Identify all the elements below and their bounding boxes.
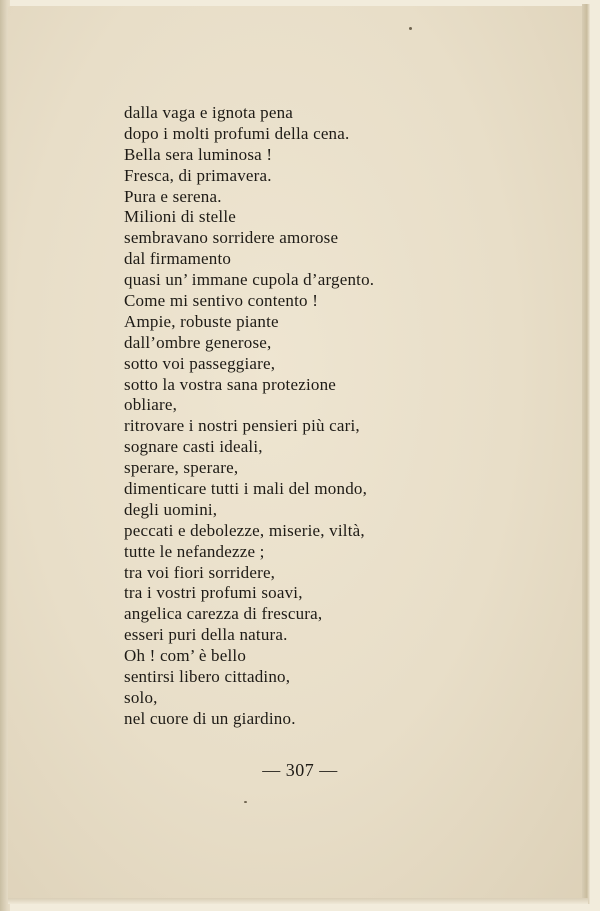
poem-line: dopo i molti profumi della cena. (124, 123, 350, 143)
poem-line: angelica carezza di frescura, (124, 604, 323, 624)
poem-line: ritrovare i nostri pensieri più cari, (124, 416, 360, 436)
poem-line: Come mi sentivo contento ! (124, 291, 319, 311)
poem-text (124, 103, 374, 730)
poem-line: sognare casti ideali, (124, 437, 263, 457)
ink-speck (244, 801, 247, 803)
poem-line: Ampie, robuste piante (124, 311, 279, 331)
poem-line: nel cuore di un giardino. (124, 708, 296, 728)
poem-line: Pura e serena. (124, 186, 222, 206)
poem-line: sembravano sorridere amorose (124, 228, 339, 248)
poem-line: tra voi fiori sorridere, (124, 562, 276, 582)
poem-line: Fresca, di primavera. (124, 165, 272, 185)
poem-line: quasi un’ immane cupola d’argento. (124, 270, 375, 290)
poem-line: sotto la vostra sana protezione (124, 374, 337, 394)
poem-line: obliare, (124, 395, 178, 415)
poem-line: sotto voi passeggiare, (124, 353, 276, 373)
poem-line: dimenticare tutti i mali del mondo, (124, 479, 368, 499)
poem-line: degli uomini, (124, 499, 218, 519)
poem-line: peccati e debolezze, miserie, viltà, (124, 520, 365, 540)
poem-line: sentirsi libero cittadino, (124, 667, 291, 687)
poem-line: Oh ! com’ è bello (124, 646, 247, 666)
page-bottom-edge (8, 898, 588, 904)
poem-line: Milioni di stelle (124, 207, 237, 227)
poem-line: tutte le nefandezze ; (124, 541, 265, 561)
poem-line: tra i vostri profumi soavi, (124, 583, 303, 603)
poem-line: esseri puri della natura. (124, 625, 288, 645)
ink-speck (409, 27, 412, 30)
poem-line: sperare, sperare, (124, 458, 239, 478)
poem-line: dall’ombre generose, (124, 332, 272, 352)
page-number: — 307 — (262, 760, 338, 780)
poem-line: Bella sera luminosa ! (124, 144, 273, 164)
poem-line: solo, (124, 687, 158, 707)
poem-line: dal firmamento (124, 249, 232, 269)
poem-line: dalla vaga e ignota pena (124, 103, 294, 122)
